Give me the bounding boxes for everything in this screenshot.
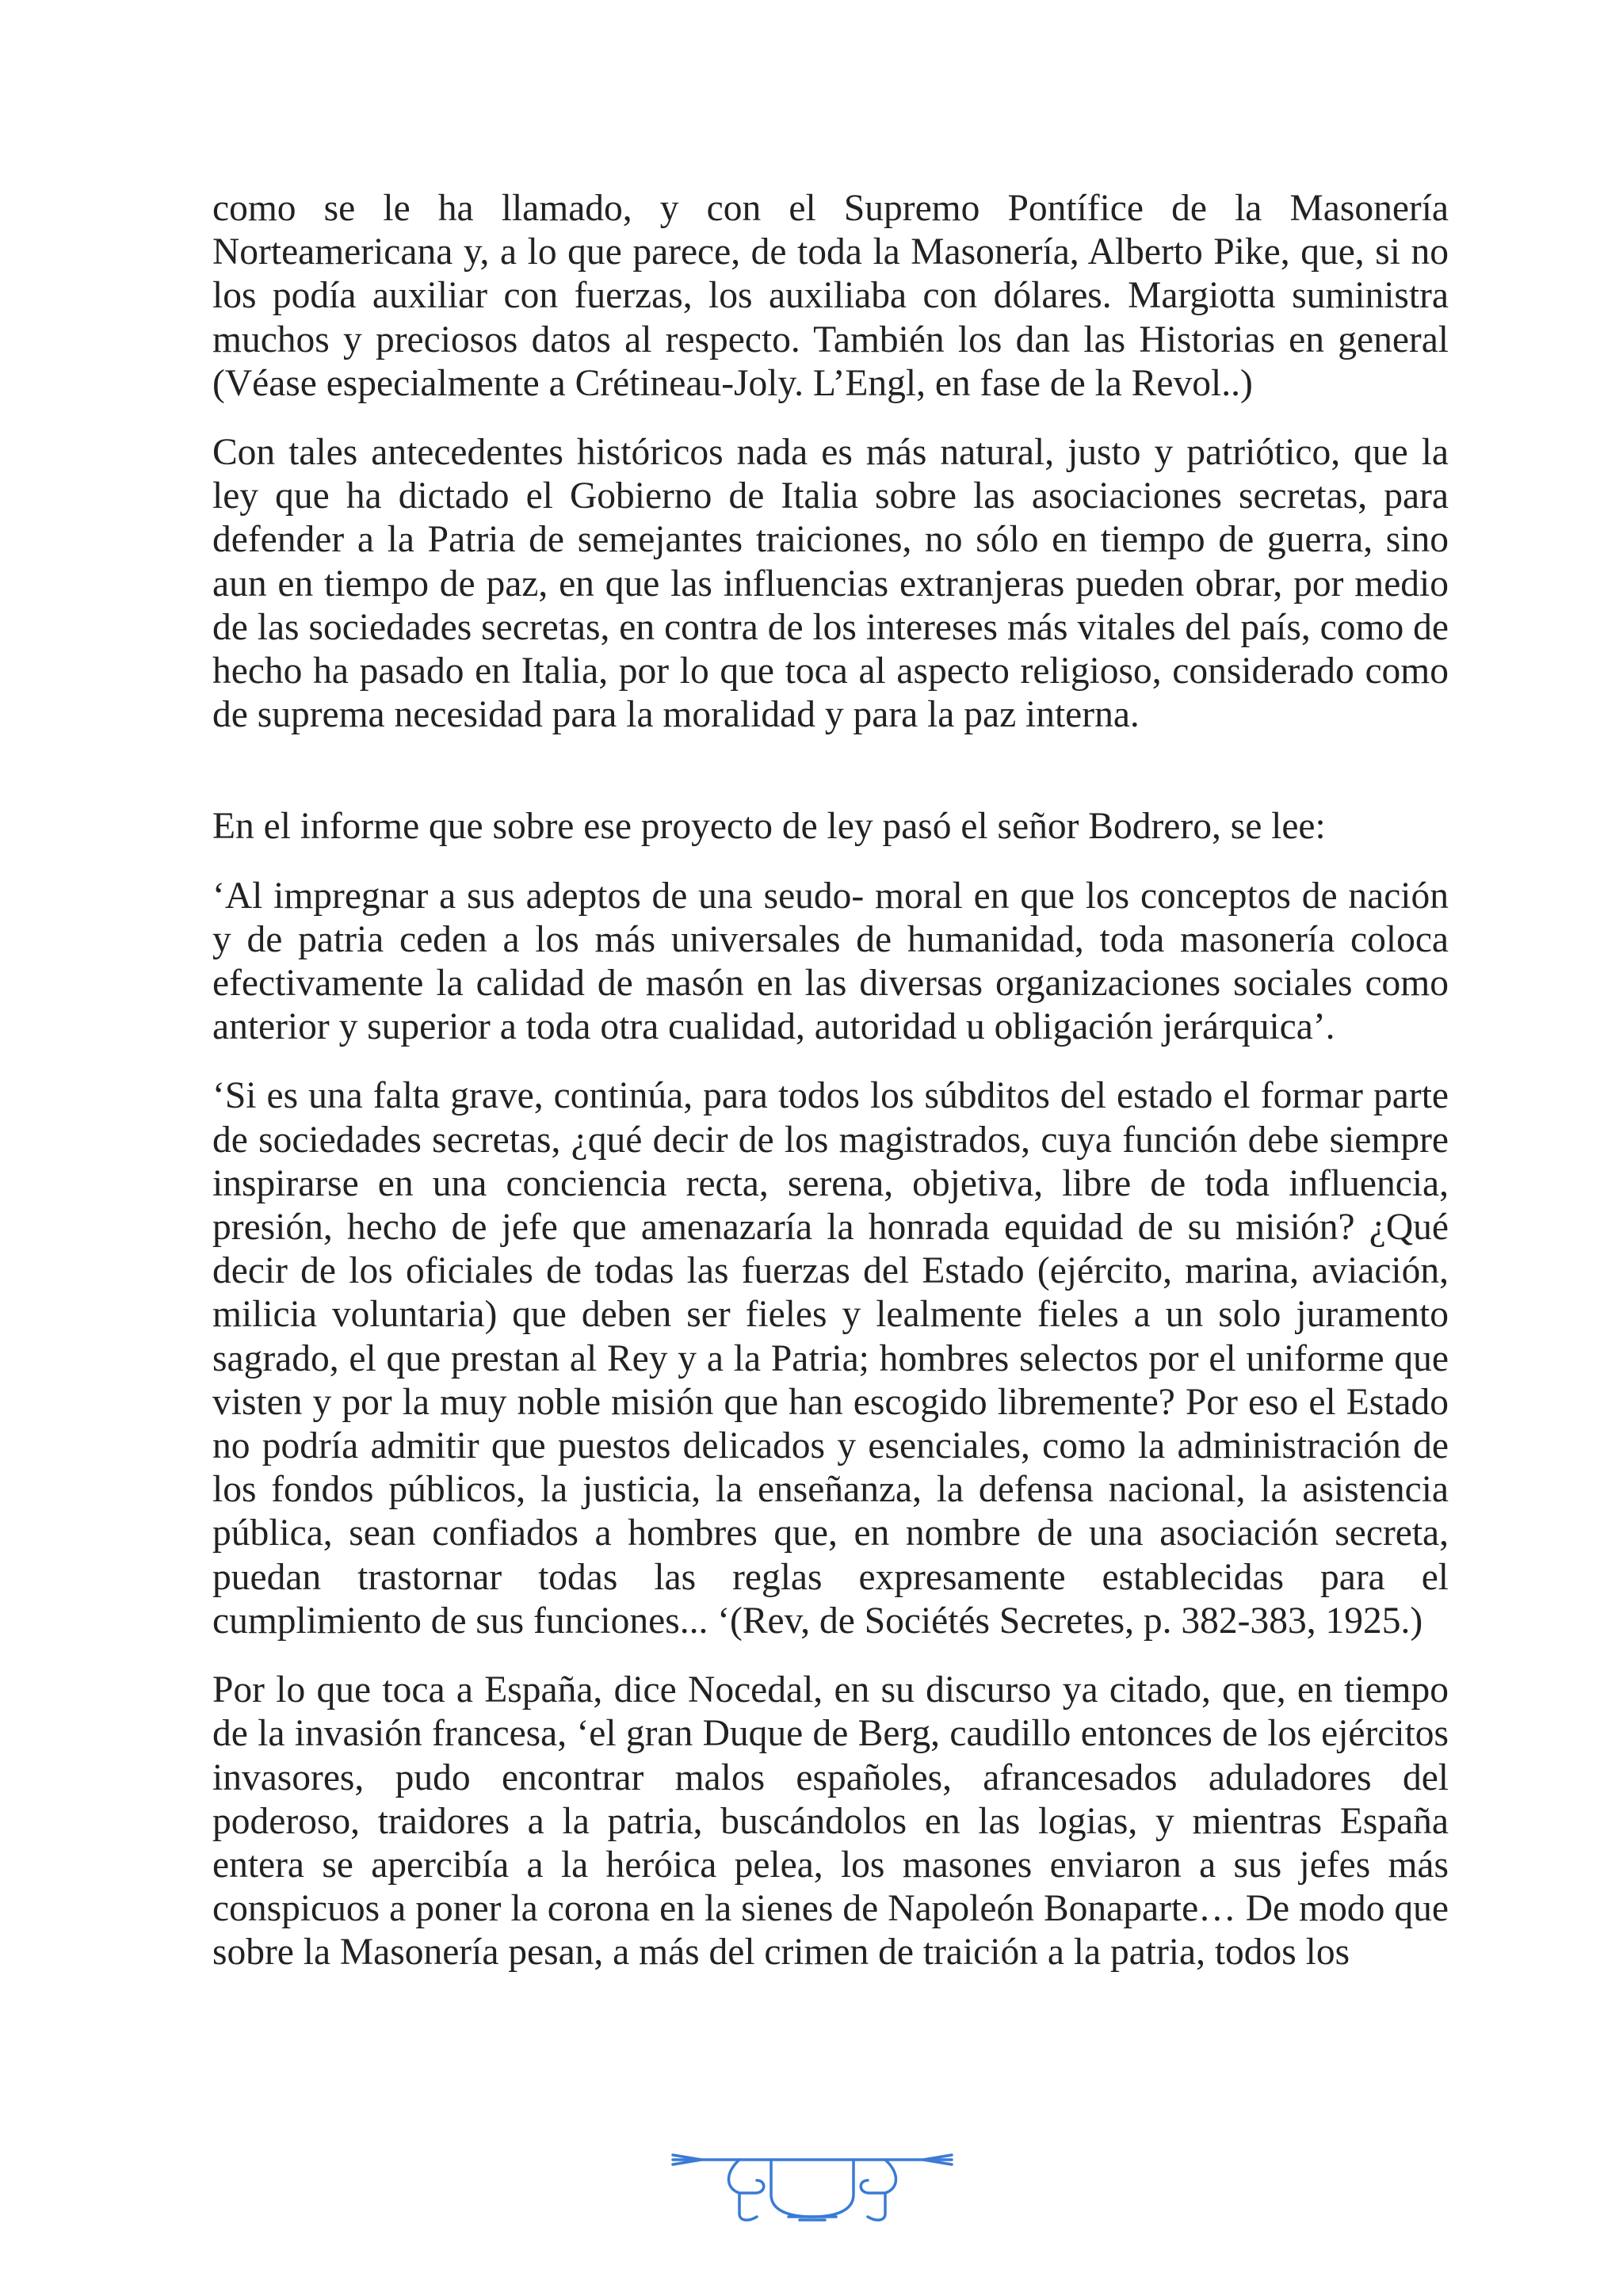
paragraph-4-quote: ‘Al impregnar a sus adeptos de una seudo- moral en que los conceptos de nación y de patria ceden a los más universales de humanidad, toda masonería coloca efectivamente la calidad de masón en las diversas organizaciones sociales como anterior y superior a toda otra cualidad, autoridad u obligación jerárquica’. [212, 875, 1449, 1048]
paragraph-6: Por lo que toca a España, dice Nocedal, en su discurso ya citado, que, en tiempo de la invasión francesa, ‘el gran Duque de Berg, caudillo entonces de los ejércitos invasores, pudo encontrar malos españoles, afrancesados aduladores del poderoso, traidores a la patria, buscándolos en las logias, y mientras España entera se apercibía a la heróica pelea, los masones enviaron a sus jefes más conspicuos a poner la corona en la sienes de Napoleón Bonaparte… De modo que sobre la Masonería pesan, a más del crimen de traición a la patria, todos los [212, 1669, 1449, 1974]
paragraph-2: Con tales antecedentes históricos nada es más natural, justo y patriótico, que la ley que ha dictado el Gobierno de Italia sobre las asociaciones secretas, para defender a la Patria de semejantes traiciones, no sólo en tiempo de guerra, sino aun en tiempo de paz, en que las influencias extranjeras pueden obrar, por medio de las sociedades secretas, en contra de los intereses más vitales del país, como de hecho ha pasado en Italia, por lo que toca al aspecto religioso, considerado como de suprema necesidad para la moralidad y para la paz interna. [212, 432, 1449, 736]
footer-ornament [670, 2149, 955, 2229]
page-body [212, 187, 1449, 2000]
paragraph-1: como se le ha llamado, y con el Supremo Pontífice de la Masonería Norteamericana y, a lo que parece, de toda la Masonería, Alberto Pike, que, si no los podía auxiliar con fuerzas, los auxiliaba con dólares. Margiotta suministra muchos y preciosos datos al respecto. También los dan las Historias en general (Véase especialmente a Crétineau-Joly. L’Engl, en fase de la Revol..) [212, 188, 1449, 404]
scroll-ornament-icon [670, 2149, 955, 2225]
paragraph-3: En el informe que sobre ese proyecto de ley pasó el señor Bodrero, se lee: [212, 806, 1326, 848]
paragraph-5-quote: ‘Si es una falta grave, continúa, para todos los súbditos del estado el formar parte de sociedades secretas, ¿qué decir de los magistrados, cuya función debe siempre inspirarse en una conciencia recta, serena, objetiva, libre de toda influencia, presión, hecho de jefe que amenazaría la honrada equidad de su misión? ¿Qué decir de los oficiales de todas las fuerzas del Estado (ejército, marina, aviación, milicia voluntaria) que deben ser fieles y lealmente fieles a un solo juramento sagrado, el que prestan al Rey y a la Patria; hombres selectos por el uniforme que visten y por la muy noble misión que han escogido libremente? Por eso el Estado no podría admitir que puestos delicados y esenciales, como la administración de los fondos públicos, la justicia, la enseñanza, la defensa nacional, la asistencia pública, sean confiados a hombres que, en nombre de una asociación secreta, puedan trastornar todas las reglas expresamente establecidas para el cumplimiento de sus funciones... ‘(Rev, de Sociétés Secretes, p. 382-383, 1925.) [212, 1075, 1449, 1642]
